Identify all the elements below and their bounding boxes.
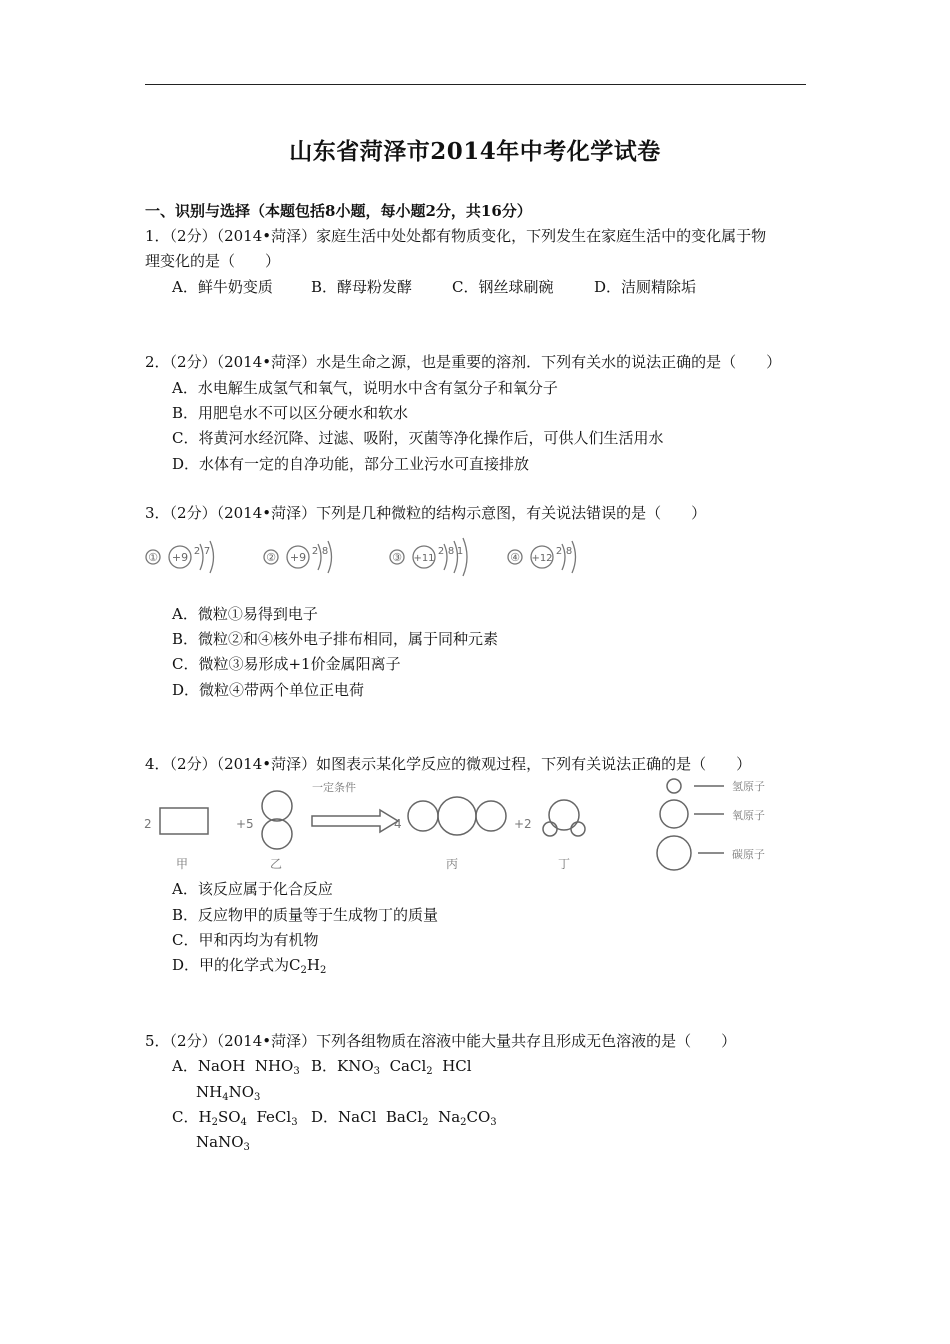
q4-condition: 一定条件 <box>312 781 356 794</box>
q3-option-b: B．微粒②和④核外电子排布相同，属于同种元素 <box>172 630 499 648</box>
q3-p1-label: ① <box>148 551 158 564</box>
q2-option-c: C．将黄河水经沉降、过滤、吸附，灭菌等净化操作后，可供人们生活用水 <box>172 429 664 447</box>
q3-stem: 3．（2分）（2014•菏泽）下列是几种微粒的结构示意图，有关说法错误的是（ ） <box>145 504 707 522</box>
q3-option-c: C．微粒③易形成+1价金属阳离子 <box>172 655 401 673</box>
q3-p1-shell2: 7 <box>203 546 211 557</box>
q5-option-a-line2: $NH_4NO_3$ <box>196 1083 261 1103</box>
q4-coef-bing: 4 <box>394 817 402 831</box>
q5-b-label: B． <box>311 1057 338 1075</box>
q4-coef-yi: +5 <box>236 817 254 831</box>
q4-legend-c: 碳原子 <box>732 848 765 861</box>
q5-option-c-line2: NaNO$_3$ <box>196 1133 250 1153</box>
q3-p1-shell1: 2 <box>193 546 201 557</box>
top-rule <box>145 84 806 85</box>
q4-label-ding: 丁 <box>558 857 571 871</box>
q4-option-d-mid: H <box>306 956 320 974</box>
q3-p4-shell2: 8 <box>565 546 573 557</box>
q3-option-d: D．微粒④带两个单位正电荷 <box>172 681 365 699</box>
q4-legend-o: 氧原子 <box>732 809 765 822</box>
q5-option-a: A．NaOH $NHO_3$ <box>172 1057 300 1077</box>
q3-p4-shell1: 2 <box>555 546 563 557</box>
q3-particle-figure <box>140 536 600 582</box>
q5-stem: 5．（2分）（2014•菏泽）下列各组物质在溶液中能大量共存且形成无色溶液的是（ ） <box>145 1032 737 1050</box>
q3-p4-label: ④ <box>510 551 520 564</box>
q4-reaction-figure <box>140 776 790 876</box>
q3-p2-nucleus: +9 <box>289 551 307 564</box>
q5-d-label: D． <box>311 1108 339 1126</box>
q4-option-d-sub1: 2 <box>300 965 307 976</box>
q3-p3-shell2: 8 <box>447 546 455 557</box>
q3-option-a: A．微粒①易得到电子 <box>172 605 318 623</box>
q4-label-jia: 甲 <box>176 857 189 871</box>
q4-option-b: B．反应物甲的质量等于生成物丁的质量 <box>172 906 439 924</box>
q3-p2-shell2: 8 <box>321 546 329 557</box>
q4-label-bing: 丙 <box>446 857 459 871</box>
q2-option-a: A．水电解生成氢气和氧气，说明水中含有氢分子和氧分子 <box>172 379 558 397</box>
q4-option-a: A．该反应属于化合反应 <box>172 880 333 898</box>
q3-p3-shell3: 1 <box>456 546 464 557</box>
q3-p4-nucleus: +12 <box>531 553 553 564</box>
q3-p3-nucleus: +11 <box>413 553 435 564</box>
q3-p3-label: ③ <box>392 551 402 564</box>
q4-coef-ding: +2 <box>514 817 532 831</box>
q4-option-d <box>172 955 326 975</box>
q4-legend-h: 氢原子 <box>732 780 765 793</box>
q4-option-d-prefix: D．甲的化学式为C <box>172 956 301 974</box>
q4-coef-jia: 2 <box>144 817 152 831</box>
q3-p1-nucleus: +9 <box>171 551 189 564</box>
page-title: 山东省菏泽市2014年中考化学试卷 <box>289 138 661 165</box>
q5-c-label: C． <box>172 1108 199 1126</box>
q1-option-c: C．钢丝球刷碗 <box>452 278 554 296</box>
q4-option-d-sub2: 2 <box>319 965 327 976</box>
q1-stem-line1: 1．（2分）（2014•菏泽）家庭生活中处处都有物质变化，下列发生在家庭生活中的变化属于物 <box>145 227 767 245</box>
q1-option-a: A．鲜牛奶变质 <box>172 278 273 296</box>
section-heading: 一、识别与选择（本题包括8小题，每小题2分，共16分） <box>145 202 532 220</box>
q2-option-d: D．水体有一定的自净功能，部分工业污水可直接排放 <box>172 455 530 473</box>
q3-p2-shell1: 2 <box>311 546 319 557</box>
q4-label-yi: 乙 <box>270 857 283 871</box>
q3-p2-label: ② <box>266 551 276 564</box>
q4-stem: 4．（2分）（2014•菏泽）如图表示某化学反应的微观过程，下列有关说法正确的是（ ） <box>145 755 752 773</box>
q4-option-c: C．甲和丙均为有机物 <box>172 931 319 949</box>
q1-stem-line2: 理变化的是（ ） <box>145 252 281 270</box>
q5-option-d: D．NaCl BaCl$_2$ $Na_2CO_3$ <box>311 1108 497 1128</box>
q1-option-d: D．洁厕精除垢 <box>594 278 697 296</box>
q5-a-label: A． <box>172 1057 198 1075</box>
q5-option-c: C．$H_2SO_4$ FeCl$_3$ <box>172 1108 298 1128</box>
q2-option-b: B．用肥皂水不可以区分硬水和软水 <box>172 404 409 422</box>
q5-option-b: B．$KNO_3$ CaCl$_2$ HCl <box>311 1057 472 1077</box>
q1-option-b: B．酵母粉发酵 <box>311 278 413 296</box>
q3-p3-shell1: 2 <box>437 546 445 557</box>
q2-stem: 2．（2分）（2014•菏泽）水是生命之源，也是重要的溶剂．下列有关水的说法正确的是（ ） <box>145 353 782 371</box>
